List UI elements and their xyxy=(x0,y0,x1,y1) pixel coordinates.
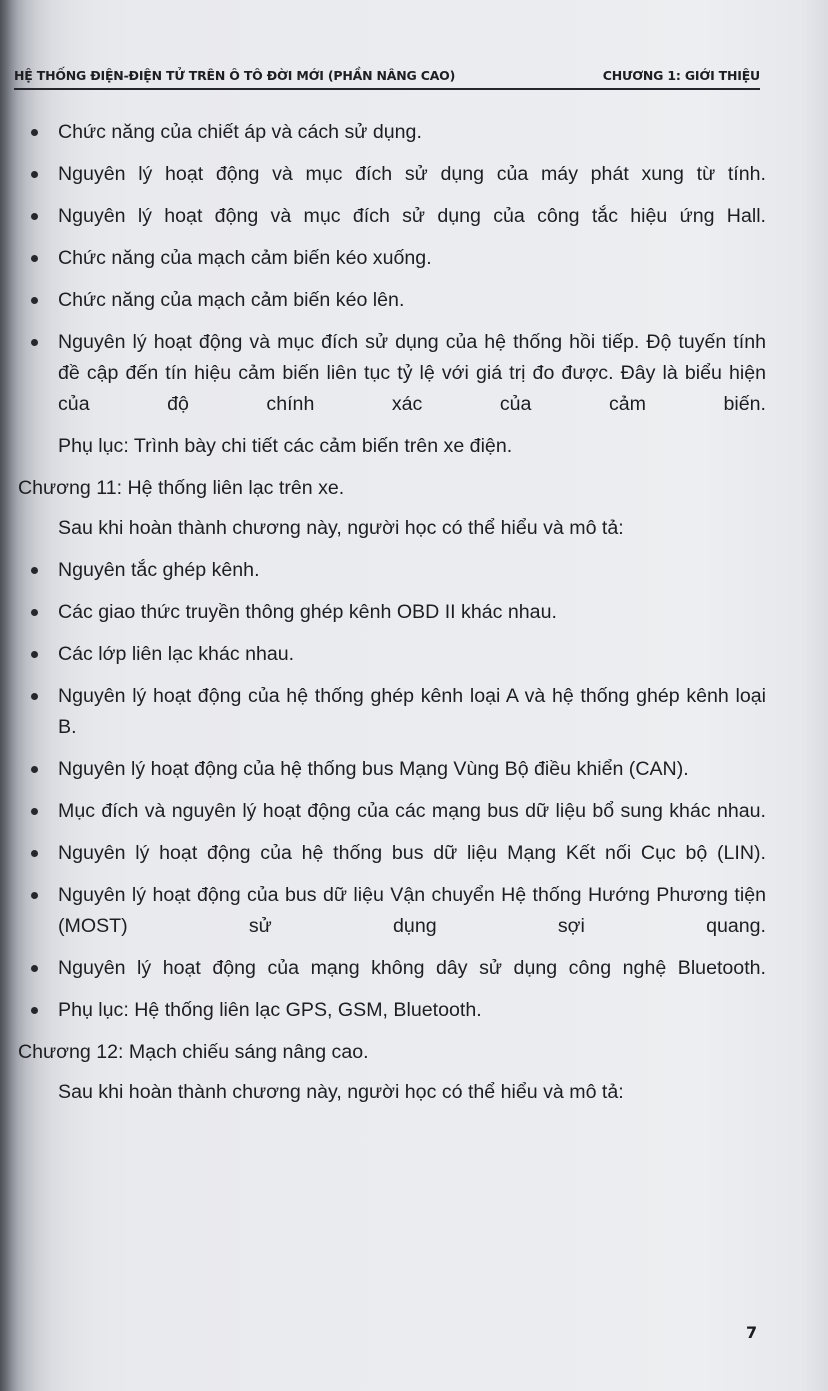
bullet-item xyxy=(18,243,766,274)
bullet-item xyxy=(18,953,766,984)
bullet-item xyxy=(18,327,766,420)
bullet-dot xyxy=(31,892,38,899)
bullet-text: Nguyên tắc ghép kênh. xyxy=(58,559,260,581)
page-number: 7 xyxy=(746,1323,758,1342)
bullet-item xyxy=(18,639,766,670)
bullet-text: Nguyên lý hoạt động và mục đích sử dụng của hệ thống hồi tiếp. Độ tuyến tính đề cập đến tín hiệu cảm biến liên tục tỷ lệ với giá trị đo được. Đây là biểu hiện của độ chính xác của cảm biến. xyxy=(58,331,766,415)
bullet-dot xyxy=(31,255,38,262)
book-title: HỆ THỐNG ĐIỆN-ĐIỆN TỬ TRÊN Ô TÔ ĐỜI MỚI (PHẦN NÂNG CAO) xyxy=(14,68,456,83)
bullet-text: Mục đích và nguyên lý hoạt động của các mạng bus dữ liệu bổ sung khác nhau. xyxy=(58,800,766,822)
bullet-text: Chức năng của mạch cảm biến kéo xuống. xyxy=(58,247,432,269)
bullet-item xyxy=(18,285,766,316)
bullet-item xyxy=(18,681,766,743)
chapter-title: CHƯƠNG 1: GIỚI THIỆU xyxy=(602,68,760,83)
bullet-item xyxy=(18,838,766,869)
bullet-item xyxy=(18,597,766,628)
bullet-item xyxy=(18,117,766,148)
running-header xyxy=(14,62,760,90)
bullet-text: Nguyên lý hoạt động và mục đích sử dụng của máy phát xung từ tính. xyxy=(58,163,766,185)
bullet-dot xyxy=(31,297,38,304)
bullet-text: Các giao thức truyền thông ghép kênh OBD II khác nhau. xyxy=(58,601,557,623)
bullet-dot xyxy=(31,693,38,700)
chapter-heading: Chương 11: Hệ thống liên lạc trên xe. xyxy=(18,477,345,499)
bullet-dot xyxy=(31,567,38,574)
appendix-note: Phụ lục: Trình bày chi tiết các cảm biến trên xe điện. xyxy=(58,435,513,457)
bullet-item xyxy=(18,555,766,586)
bullet-dot xyxy=(31,965,38,972)
chapter-intro: Sau khi hoàn thành chương này, người học có thể hiểu và mô tả: xyxy=(58,1081,624,1103)
bullet-dot xyxy=(31,171,38,178)
bullet-text: Nguyên lý hoạt động của hệ thống ghép kênh loại A và hệ thống ghép kênh loại B. xyxy=(58,685,766,738)
bullet-dot xyxy=(31,609,38,616)
bullet-item xyxy=(18,159,766,190)
bullet-dot xyxy=(31,213,38,220)
bullet-text: Chức năng của mạch cảm biến kéo lên. xyxy=(58,289,405,311)
bullet-dot xyxy=(31,1007,38,1014)
bullet-dot xyxy=(31,850,38,857)
bullet-item xyxy=(18,796,766,827)
bullet-dot xyxy=(31,808,38,815)
bullet-dot xyxy=(31,766,38,773)
bullet-text: Phụ lục: Hệ thống liên lạc GPS, GSM, Bluetooth. xyxy=(58,999,482,1021)
chapter-intro: Sau khi hoàn thành chương này, người học có thể hiểu và mô tả: xyxy=(58,517,624,539)
bullet-item xyxy=(18,880,766,942)
bullet-text: Nguyên lý hoạt động của hệ thống bus dữ liệu Mạng Kết nối Cục bộ (LIN). xyxy=(58,842,766,864)
bullet-item xyxy=(18,995,766,1026)
bullet-dot xyxy=(31,339,38,346)
bullet-text: Các lớp liên lạc khác nhau. xyxy=(58,643,295,665)
bullet-item xyxy=(18,754,766,785)
bullet-dot xyxy=(31,651,38,658)
bullet-dot xyxy=(31,129,38,136)
bullet-item xyxy=(18,201,766,232)
bullet-text: Nguyên lý hoạt động và mục đích sử dụng của công tắc hiệu ứng Hall. xyxy=(58,205,766,227)
bullet-text: Nguyên lý hoạt động của bus dữ liệu Vận chuyển Hệ thống Hướng Phương tiện (MOST) sử dụng sợi quang. xyxy=(58,884,766,937)
bullet-text: Nguyên lý hoạt động của hệ thống bus Mạng Vùng Bộ điều khiển (CAN). xyxy=(58,758,689,780)
chapter-heading: Chương 12: Mạch chiếu sáng nâng cao. xyxy=(18,1041,369,1063)
bullet-text: Nguyên lý hoạt động của mạng không dây sử dụng công nghệ Bluetooth. xyxy=(58,957,766,979)
bullet-text: Chức năng của chiết áp và cách sử dụng. xyxy=(58,121,422,143)
page-content xyxy=(18,117,766,1119)
